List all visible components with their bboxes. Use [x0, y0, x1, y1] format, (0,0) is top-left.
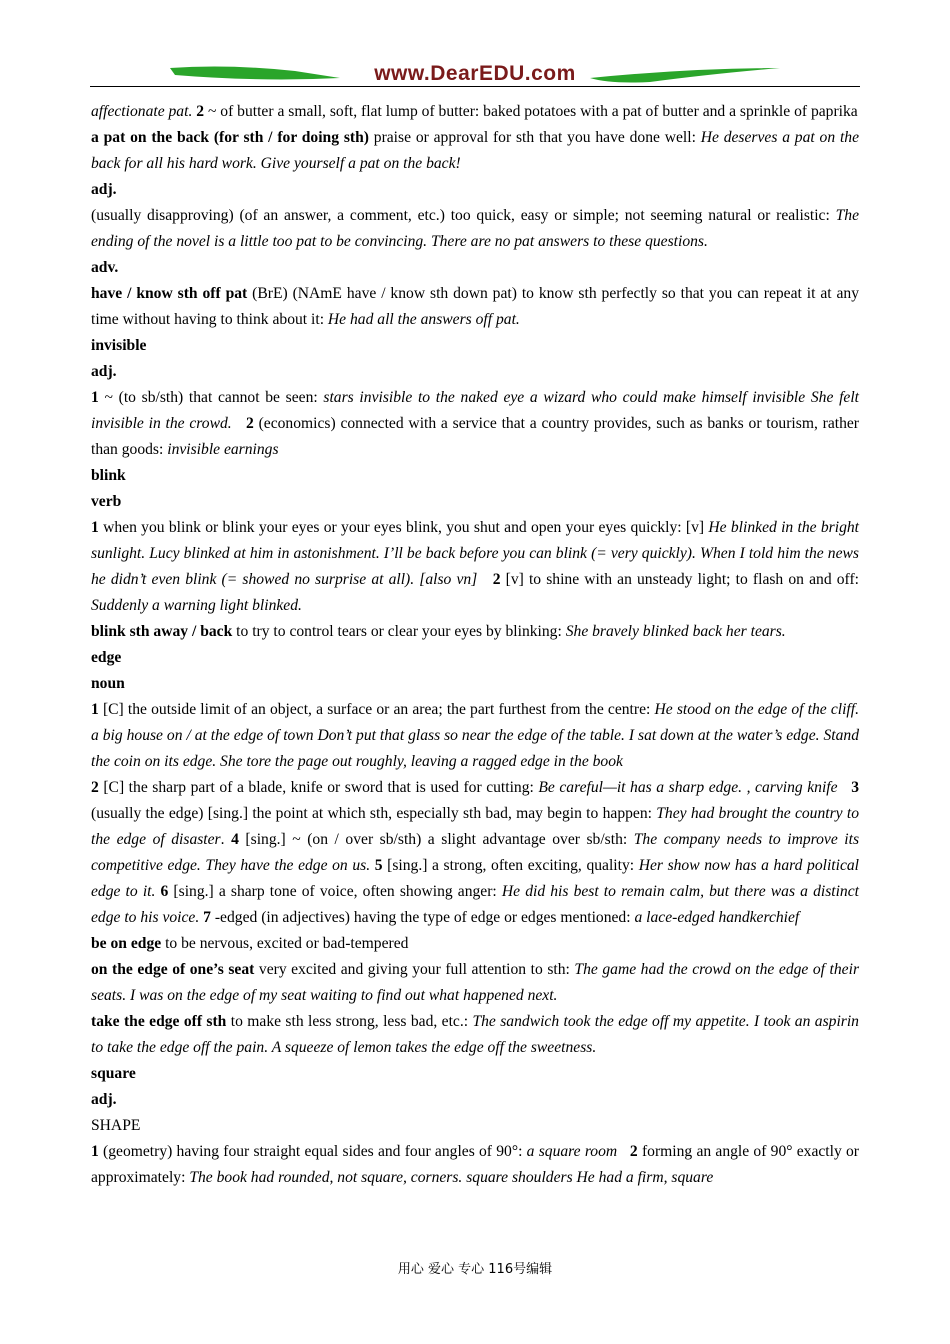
edge-definition-2-7: 2 [C] the sharp part of a blade, knife or sword that is used for cutting: Be careful—it has a sharp edge. , carving knife 3 (usually the edge) [sing.] the point at which sth, especially sth bad, may begin to happen: They had brought the country to the edge of disaster. 4 [sing.] ~ (on / over sb/sth) a slight advantage over sb/sth: The company needs to improve its competitive edge. They have the edge on us. 5 [sing.] a strong, often exciting, quality: Her show now has a hard political edge to it. 6 [sing.] a sharp tone of voice, often showing anger: He did his best to remain calm, but there was a distinct edge to his voice. 7 -edged (in adjectives) having the type of edge or edges mentioned: a lace-edged handkerchief	[91, 779, 860, 926]
pat-adv-label: adv.	[91, 259, 119, 276]
pat-adj-definition: (usually disapproving) (of an answer, a comment, etc.) too quick, easy or simple; not seeming natural or realistic: The ending of the novel is a little too pat to be convincing. There are no pat answers to these questions.	[91, 207, 859, 250]
headword-blink: blink	[91, 467, 126, 484]
blink-idiom: blink sth away / back to try to control tears or clear your eyes by blinking: She bravely blinked back her tears.	[91, 623, 786, 640]
header-divider	[90, 86, 860, 87]
page-footer: 用心 爱心 专心 116号编辑	[397, 1262, 553, 1277]
headword-invisible: invisible	[91, 337, 147, 354]
invisible-pos: adj.	[91, 363, 117, 380]
square-pos: adj.	[91, 1091, 117, 1108]
square-definition: 1 (geometry) having four straight equal sides and four angles of 90°: a square room 2 forming an angle of 90° exactly or approximately: The book had rounded, not square, corners. square shoulders He had a firm, square	[91, 1143, 859, 1186]
edge-idiom-on-edge: be on edge to be nervous, excited or bad-tempered	[91, 935, 409, 952]
headword-edge: edge	[91, 649, 122, 666]
pat-adj-label: adj.	[91, 181, 117, 198]
edge-definition-1: 1 [C] the outside limit of an object, a surface or an area; the part furthest from the centre: He stood on the edge of the cliff. a big house on / at the edge of town Don’t put that glass so near the edge of the table. I sat down at the water’s edge. Stand the coin on its edge. She tore the page out roughly, leaving a ragged edge in the book	[91, 701, 859, 770]
square-section-label: SHAPE	[91, 1117, 141, 1134]
invisible-definition: 1 ~ (to sb/sth) that cannot be seen: stars invisible to the naked eye a wizard who could make himself invisible She felt invisible in the crowd. 2 (economics) connected with a service that a country provides, such as banks or tourism, rather than goods: invisible earnings	[91, 389, 859, 458]
edge-idiom-edge-of-seat: on the edge of one’s seat very excited and giving your full attention to sth: The game had the crowd on the edge of their seats. I was on the edge of my seat waiting to find out what happened next.	[91, 961, 860, 1004]
site-logo[interactable]: www.DearEDU.com	[374, 62, 576, 85]
blink-pos: verb	[91, 493, 122, 510]
edge-pos: noun	[91, 675, 125, 692]
pat-noun-continuation: affectionate pat. 2 ~ of butter a small, soft, flat lump of butter: baked potatoes with a pat of butter and a sprinkle of paprika	[91, 103, 858, 120]
blink-definition: 1 when you blink or blink your eyes or your eyes blink, you shut and open your eyes quickly: [v] He blinked in the bright sunlight. Lucy blinked at him in astonishment. I’ll be back before you can blink (= very quickly). When I told him the news he didn’t even blink (= showed no surprise at all). [also vn] 2 [v] to shine with an unsteady light; to flash on and off: Suddenly a warning light blinked.	[91, 519, 859, 614]
edge-idiom-take-edge-off: take the edge off sth to make sth less strong, less bad, etc.: The sandwich took the edge off my appetite. I took an aspirin to take the edge off the pain. A squeeze of lemon takes the edge off the sweetness.	[91, 1013, 859, 1056]
headword-square: square	[91, 1065, 136, 1082]
pat-idiom-pat-on-the-back: a pat on the back (for sth / for doing sth) praise or approval for sth that you have done well: He deserves a pat on the back for all his hard work. Give yourself a pat on the back!	[91, 129, 859, 172]
dictionary-content	[91, 99, 859, 1191]
pat-adv-definition: have / know sth off pat (BrE) (NAmE have / know sth down pat) to know sth perfectly so that you can repeat it at any time without having to think about it: He had all the answers off pat.	[91, 285, 859, 328]
page-header	[90, 58, 860, 90]
